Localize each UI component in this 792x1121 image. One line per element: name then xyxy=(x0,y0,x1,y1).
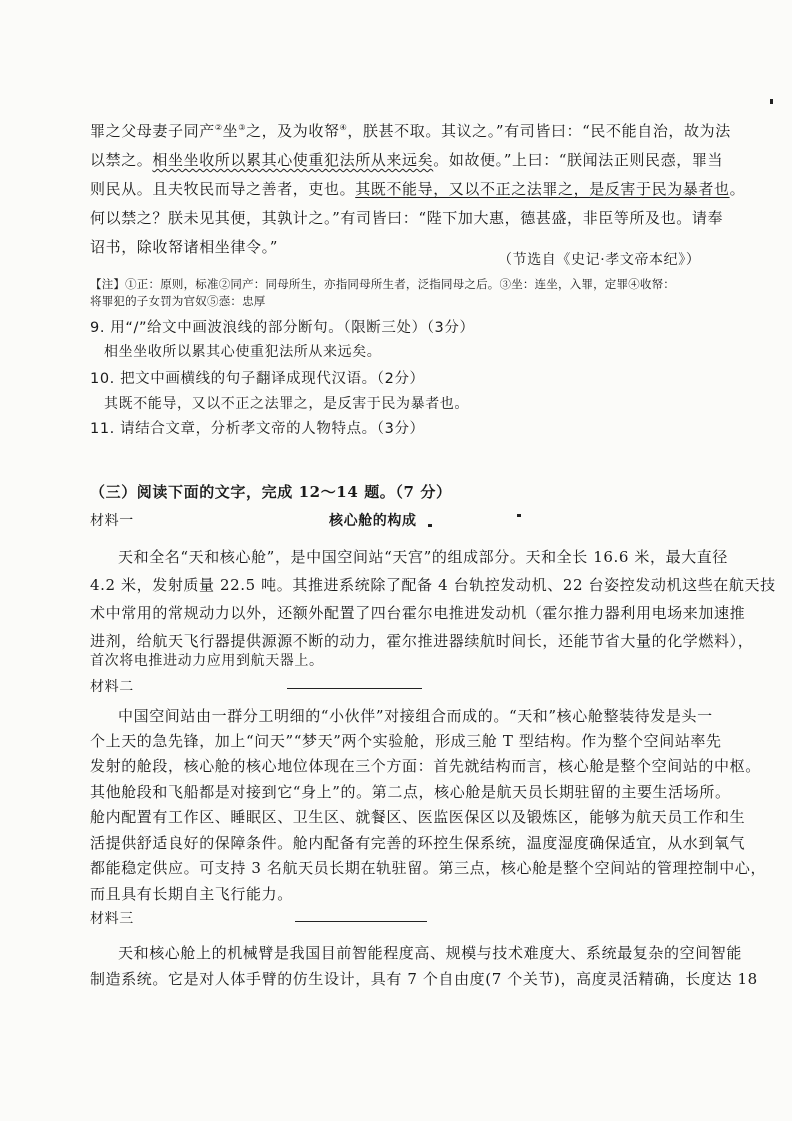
passage-line-5: 诏书，除收帑诸相坐律令。” xyxy=(90,238,278,256)
material-3-title-blank xyxy=(295,921,427,922)
material-2-line-8: 而且具有长期自主飞行能力。 xyxy=(90,885,293,903)
passage-source: （节选自《史记·孝文帝本纪》） xyxy=(498,252,701,268)
material-1-title: 核心舱的构成 xyxy=(329,513,417,529)
question-11: 11. 请结合文章，分析孝文帝的人物特点。（3分） xyxy=(90,421,425,437)
material-1-line-2: 4.2 米，发射质量 22.5 吨。其推进系统除了配备 4 台轨控发动机、22 台姿控发动机这些在航天技 xyxy=(90,576,776,594)
material-3-line-2: 制造系统。它是对人体手臂的仿生设计，具有 7 个自由度(7 个关节)，高度灵活精确，长度达 18 xyxy=(90,970,758,988)
material-2-line-7: 都能稳定供应。可支持 3 名航天员长期在轨驻留。第三点，核心舱是整个空间站的管理控制中心， xyxy=(90,859,767,877)
material-1-line-3: 术中常用的常规动力以外，还额外配置了四台霍尔电推进发动机（霍尔推力器利用电场来加速推 xyxy=(90,604,746,622)
material-1-line-1: 天和全名“天和核心舱”，是中国空间站“天宫”的组成部分。天和全长 16.6 米，最大直径 xyxy=(118,548,729,566)
material-2-line-5: 舱内配置有工作区、睡眠区、卫生区、就餐区、医监医保区以及锻炼区，能够为航天员工作和生 xyxy=(90,808,746,826)
passage-line-3: 则民从。且夫牧民而导之善者，吏也。其既不能导，又以不正之法罪之，是反害于民为暴者也。 xyxy=(90,180,746,198)
question-10-text: 其既不能导，又以不正之法罪之，是反害于民为暴者也。 xyxy=(104,396,469,412)
material-2-label: 材料二 xyxy=(90,679,134,695)
passage-line-1: 罪之父母妻子同产②坐③之，及为收帑④，朕甚不取。其议之。”有司皆曰：“民不能自治，故为法 xyxy=(90,122,731,140)
material-2-line-1: 中国空间站由一群分工明细的“小伙伴”对接组合而成的。“天和”核心舱整装待发是头一 xyxy=(118,707,713,725)
material-3-line-1: 天和核心舱上的机械臂是我国目前智能程度高、规模与技术难度大、系统最复杂的空间智能 xyxy=(118,944,743,962)
note-line-1: 【注】①正：原则，标准②同产：同母所生，亦指同母所生者，泛指同母之后。③坐：连坐，入罪，定罪④收帑： xyxy=(90,277,675,291)
material-1-line-5: 首次将电推进动力应用到航天器上。 xyxy=(90,653,324,669)
section-heading: （三）阅读下面的文字，完成 12～14 题。（7 分） xyxy=(90,483,452,501)
question-9-text: 相坐坐收所以累其心使重犯法所从来远矣。 xyxy=(104,344,382,360)
material-2-line-3: 发射的舱段，核心舱的核心地位体现在三个方面：首先就结构而言，核心舱是整个空间站的中枢。 xyxy=(90,757,761,775)
passage-line-4: 何以禁之？朕未见其便，其孰计之。”有司皆曰：“陛下加大惠，德甚盛，非臣等所及也。请奉 xyxy=(90,209,724,227)
scan-dot xyxy=(428,524,432,527)
wavy-underlined-sentence: 相坐坐收所以累其心使重犯法所从来远矣 xyxy=(152,151,434,169)
material-1-line-4: 进剂，给航天飞行器提供源源不断的动力，霍尔推进器续航时间长，还能节省大量的化学燃料）， xyxy=(90,632,754,650)
material-2-title-blank xyxy=(287,688,422,689)
material-3-label: 材料三 xyxy=(90,911,134,927)
material-1-label: 材料一 xyxy=(90,513,134,529)
question-9: 9. 用“/”给文中画波浪线的部分断句。（限断三处）（3分） xyxy=(90,320,475,336)
underlined-sentence: 其既不能导，又以不正之法罪之，是反害于民为暴者也 xyxy=(355,180,730,198)
question-10: 10. 把文中画横线的句子翻译成现代汉语。（2分） xyxy=(90,371,425,387)
passage-line-2: 以禁之。相坐坐收所以累其心使重犯法所从来远矣。如故便。”上曰：“朕闻法正则民悫，罪当 xyxy=(90,151,724,169)
scan-dot xyxy=(770,99,773,104)
material-2-line-6: 活提供舒适良好的保障条件。舱内配备有完善的环控生保系统，温度湿度确保适宜，从水到氧气 xyxy=(90,834,746,852)
note-line-2: 将罪犯的子女罚为官奴⑤悫：忠厚 xyxy=(90,294,266,308)
material-2-line-2: 个上天的急先锋，加上“问天”“梦天”两个实验舱，形成三舱 T 型结构。作为整个空间站率先 xyxy=(90,732,722,750)
material-2-line-4: 其他舱段和飞船都是对接到它“身上”的。第二点，核心舱是航天员长期驻留的主要生活场所。 xyxy=(90,783,731,801)
scan-dot xyxy=(517,514,521,517)
